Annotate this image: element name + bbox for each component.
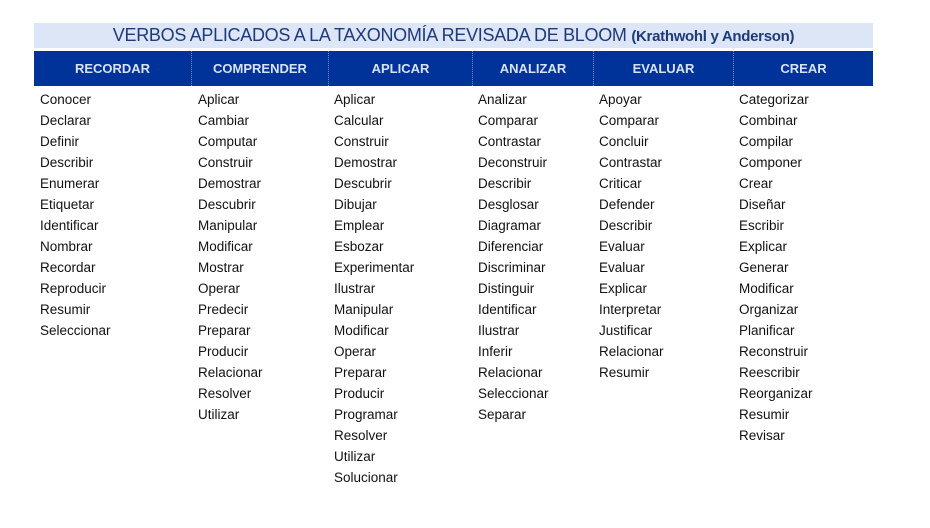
verb-item: Combinar bbox=[739, 113, 798, 128]
title-main: VERBOS APLICADOS A LA TAXONOMÍA REVISADA DE BLOOM bbox=[112, 25, 627, 45]
verb-item: Enumerar bbox=[40, 176, 100, 191]
verb-item: Comparar bbox=[599, 113, 660, 128]
verb-item: Operar bbox=[334, 344, 377, 359]
verb-item: Definir bbox=[40, 134, 80, 149]
verb-item: Componer bbox=[739, 155, 803, 170]
verb-item: Declarar bbox=[40, 113, 92, 128]
header-comprender: COMPRENDER bbox=[192, 51, 329, 86]
verb-item: Resolver bbox=[198, 386, 252, 401]
verb-item: Diferenciar bbox=[478, 239, 544, 254]
verb-item: Describir bbox=[478, 176, 532, 191]
verb-item: Descubrir bbox=[334, 176, 392, 191]
verb-item: Modificar bbox=[198, 239, 253, 254]
verb-item: Analizar bbox=[478, 92, 527, 107]
verb-item: Categorizar bbox=[739, 92, 809, 107]
verb-item: Modificar bbox=[739, 281, 794, 296]
header-crear: CREAR bbox=[780, 61, 827, 76]
verb-item: Desglosar bbox=[478, 197, 539, 212]
verb-item: Reproducir bbox=[40, 281, 107, 296]
column-comprender bbox=[198, 89, 263, 425]
verb-item: Utilizar bbox=[198, 407, 240, 422]
verb-item: Deconstruir bbox=[478, 155, 548, 170]
header-row bbox=[34, 51, 873, 86]
verb-item: Aplicar bbox=[198, 92, 240, 107]
verb-item: Dibujar bbox=[334, 197, 377, 212]
verb-item: Emplear bbox=[334, 218, 385, 233]
verb-item: Operar bbox=[198, 281, 241, 296]
verb-item: Relacionar bbox=[599, 344, 664, 359]
verb-item: Conocer bbox=[40, 92, 92, 107]
verb-item: Programar bbox=[334, 407, 398, 422]
verb-item: Utilizar bbox=[334, 449, 376, 464]
verb-item: Producir bbox=[334, 386, 385, 401]
verb-item: Defender bbox=[599, 197, 655, 212]
verb-item: Relacionar bbox=[478, 365, 543, 380]
verb-item: Criticar bbox=[599, 176, 642, 191]
verb-item: Demostrar bbox=[198, 176, 262, 191]
verb-item: Construir bbox=[198, 155, 253, 170]
verb-item: Generar bbox=[739, 260, 789, 275]
verb-item: Reconstruir bbox=[739, 344, 809, 359]
verb-item: Distinguir bbox=[478, 281, 535, 296]
verb-item: Cambiar bbox=[198, 113, 250, 128]
verb-item: Producir bbox=[198, 344, 249, 359]
verb-item: Reescribir bbox=[739, 365, 800, 380]
verb-item: Diseñar bbox=[739, 197, 786, 212]
verb-item: Resumir bbox=[40, 302, 91, 317]
verb-item: Evaluar bbox=[599, 239, 645, 254]
header-evaluar: EVALUAR bbox=[594, 51, 734, 86]
verb-item: Demostrar bbox=[334, 155, 398, 170]
verb-item: Ilustrar bbox=[334, 281, 376, 296]
verb-item: Nombrar bbox=[40, 239, 93, 254]
verb-item: Resumir bbox=[739, 407, 790, 422]
verb-item: Identificar bbox=[478, 302, 537, 317]
verb-item: Contrastar bbox=[599, 155, 663, 170]
verb-item: Solucionar bbox=[334, 470, 398, 485]
verb-item: Construir bbox=[334, 134, 389, 149]
verb-item: Describir bbox=[40, 155, 94, 170]
verb-item: Mostrar bbox=[198, 260, 244, 275]
verb-item: Esbozar bbox=[334, 239, 384, 254]
verb-item: Compilar bbox=[739, 134, 794, 149]
verb-item: Reorganizar bbox=[739, 386, 813, 401]
verb-item: Contrastar bbox=[478, 134, 542, 149]
verb-item: Diagramar bbox=[478, 218, 542, 233]
verb-item: Comparar bbox=[478, 113, 539, 128]
verb-item: Resolver bbox=[334, 428, 388, 443]
verb-item: Crear bbox=[739, 176, 773, 191]
verb-item: Calcular bbox=[334, 113, 384, 128]
verb-item: Seleccionar bbox=[40, 323, 111, 338]
verb-item: Explicar bbox=[739, 239, 788, 254]
column-crear bbox=[739, 89, 813, 446]
verb-item: Interpretar bbox=[599, 302, 662, 317]
verb-item: Preparar bbox=[198, 323, 251, 338]
verb-item: Etiquetar bbox=[40, 197, 95, 212]
column-recordar bbox=[40, 89, 111, 341]
verb-item: Justificar bbox=[599, 323, 653, 338]
header-recordar: RECORDAR bbox=[34, 51, 192, 86]
verb-item: Inferir bbox=[478, 344, 513, 359]
verb-item: Evaluar bbox=[599, 260, 645, 275]
verb-item: Computar bbox=[198, 134, 258, 149]
verb-item: Resumir bbox=[599, 365, 650, 380]
verb-item: Recordar bbox=[40, 260, 96, 275]
verb-item: Aplicar bbox=[334, 92, 376, 107]
verb-item: Relacionar bbox=[198, 365, 263, 380]
table-title bbox=[34, 23, 873, 48]
header-analizar: ANALIZAR bbox=[473, 51, 594, 86]
verb-item: Experimentar bbox=[334, 260, 415, 275]
verb-item: Preparar bbox=[334, 365, 387, 380]
verb-item: Discriminar bbox=[478, 260, 546, 275]
verb-item: Apoyar bbox=[599, 92, 642, 107]
verb-item: Modificar bbox=[334, 323, 389, 338]
column-evaluar bbox=[599, 89, 664, 383]
verb-item: Manipular bbox=[334, 302, 394, 317]
verb-item: Descubrir bbox=[198, 197, 256, 212]
header-aplicar: APLICAR bbox=[329, 51, 473, 86]
verb-item: Concluir bbox=[599, 134, 649, 149]
title-authors: (Krathwohl y Anderson) bbox=[631, 28, 795, 45]
verb-item: Predecir bbox=[198, 302, 249, 317]
verb-item: Planificar bbox=[739, 323, 795, 338]
verb-item: Seleccionar bbox=[478, 386, 549, 401]
verb-item: Describir bbox=[599, 218, 653, 233]
verb-item: Organizar bbox=[739, 302, 799, 317]
verb-item: Escribir bbox=[739, 218, 785, 233]
verb-item: Identificar bbox=[40, 218, 99, 233]
verb-item: Explicar bbox=[599, 281, 648, 296]
verb-item: Separar bbox=[478, 407, 527, 422]
verb-item: Revisar bbox=[739, 428, 785, 443]
column-analizar bbox=[478, 89, 549, 425]
column-aplicar bbox=[334, 89, 414, 488]
verb-item: Manipular bbox=[198, 218, 258, 233]
verb-item: Ilustrar bbox=[478, 323, 520, 338]
